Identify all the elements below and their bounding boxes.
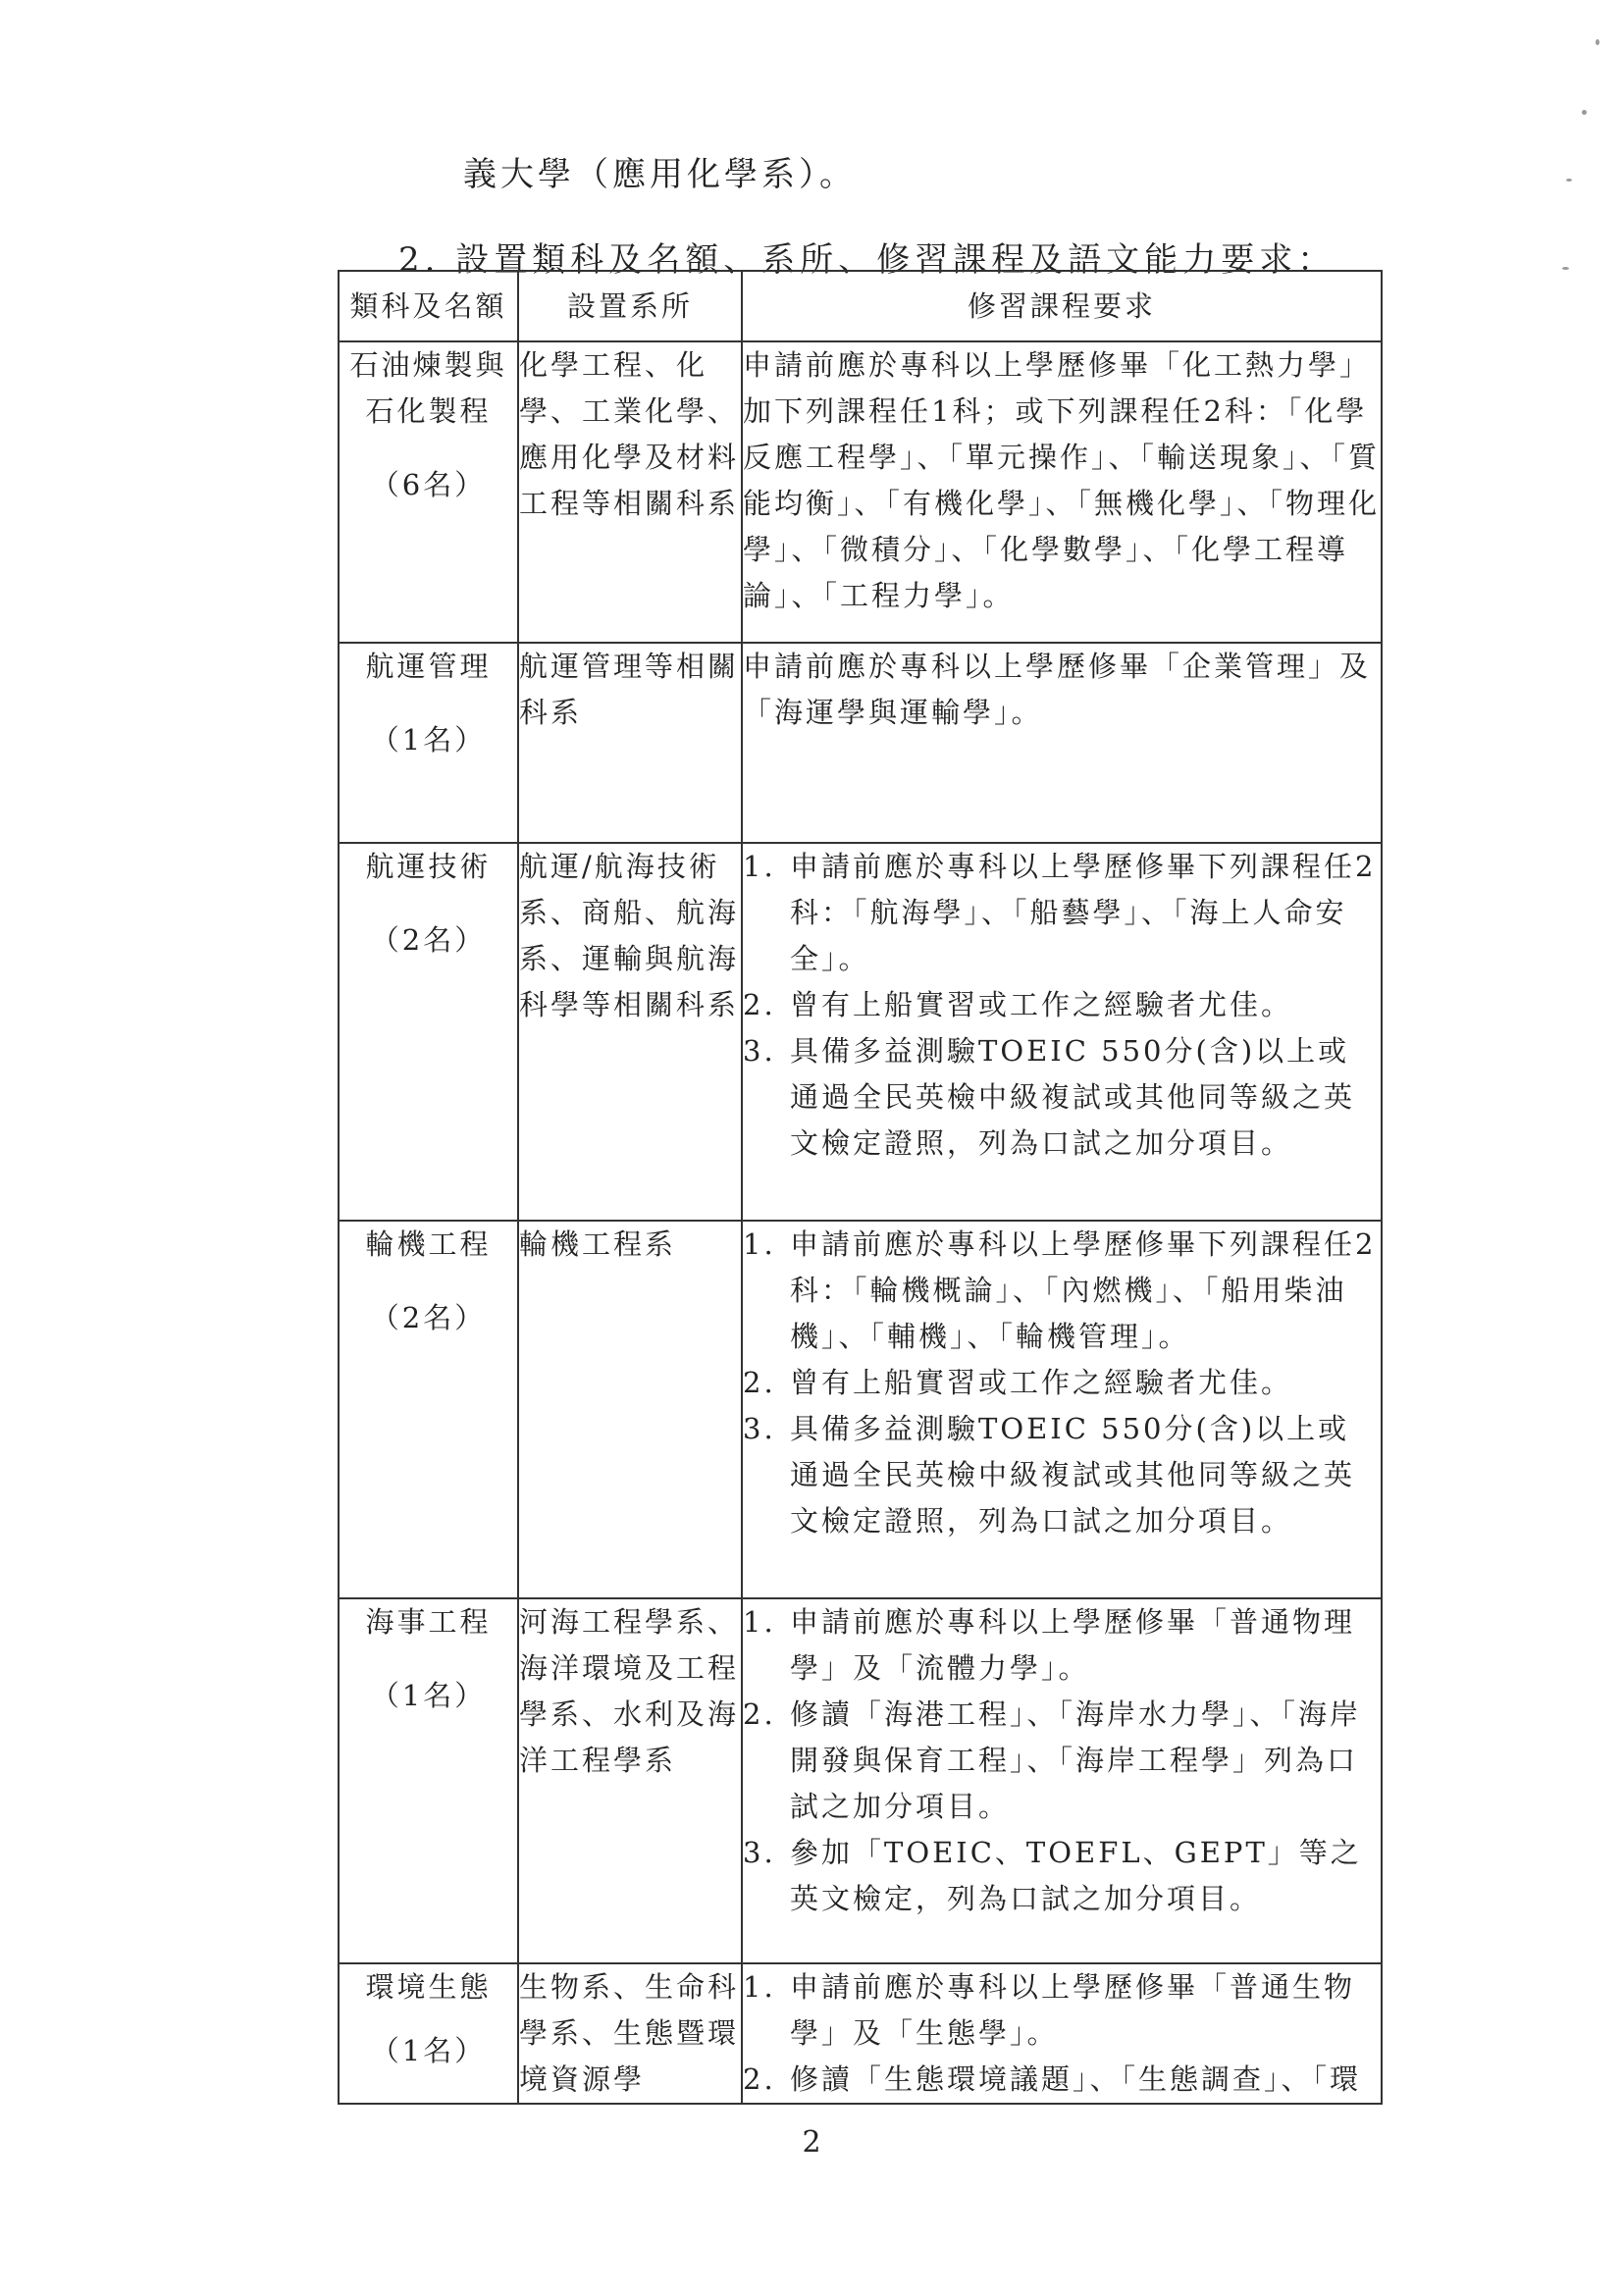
scan-speck: [1562, 267, 1569, 270]
item-number: 2.: [743, 988, 776, 1021]
list-item: [743, 1406, 1381, 1544]
list-item: [743, 844, 1381, 982]
list-item: [743, 1964, 1381, 2057]
table-row: [339, 341, 1382, 643]
table-row: [339, 643, 1382, 843]
list-item: [743, 1028, 1381, 1167]
list-item: [743, 1692, 1381, 1830]
item-number: 3.: [743, 1034, 776, 1068]
item-number: 2.: [743, 2062, 776, 2096]
category-cell: [339, 1963, 518, 2104]
category-name: 航運管理: [365, 650, 492, 683]
intro-line: 義大學（應用化學系）。: [463, 155, 857, 194]
departments-cell: 河海工程學系、海洋環境及工程學系、水利及海洋工程學系: [518, 1598, 742, 1963]
scan-speck: [1566, 179, 1572, 182]
departments-cell: 航運/航海技術系、商船、航海系、運輸與航海科學等相關科系: [518, 843, 742, 1221]
requirements-cell: 申請前應於專科以上學歷修畢「化工熱力學」加下列課程任1科；或下列課程任2科：「化學反應工程學」、「單元操作」、「輸送現象」、「質能均衡」、「有機化學」、「無機化學」、「物理化學」、「微積分」、「化學數學」、「化學工程導論」、「工程力學」。: [742, 341, 1382, 643]
table-header-row: [339, 271, 1382, 341]
item-text: 曾有上船實習或工作之經驗者尤佳。: [790, 1366, 1293, 1399]
item-text: 申請前應於專科以上學歷修畢下列課程任2科：「輪機概論」、「內燃機」、「船用柴油機」、「輔機」、「輪機管理」。: [790, 1227, 1377, 1353]
category-cell: [339, 643, 518, 843]
requirements-cell: [742, 1598, 1382, 1963]
category-name: 航運技術: [365, 850, 492, 883]
departments-cell: 輪機工程系: [518, 1221, 742, 1598]
requirements-table: [338, 270, 1383, 2105]
category-count: （6名）: [370, 468, 487, 501]
list-item: [743, 1830, 1381, 1922]
category-cell: [339, 1598, 518, 1963]
departments-cell: 生物系、生命科學系、生態暨環境資源學: [518, 1963, 742, 2104]
category-count: （1名）: [370, 2034, 487, 2067]
category-cell: [339, 1221, 518, 1598]
category-name: 海事工程: [365, 1605, 492, 1639]
departments-cell: 化學工程、化學、工業化學、應用化學及材料工程等相關科系: [518, 341, 742, 643]
departments-cell: 航運管理等相關科系: [518, 643, 742, 843]
requirements-cell: [742, 843, 1382, 1221]
item-text: 具備多益測驗TOEIC 550分(含)以上或通過全民英檢中級複試或其他同等級之英文檢定證照，列為口試之加分項目。: [790, 1034, 1356, 1160]
category-count: （2名）: [370, 923, 487, 957]
item-text: 修讀「海港工程」、「海岸水力學」、「海岸開發與保育工程」、「海岸工程學」列為口試之加分項目。: [790, 1697, 1362, 1823]
item-text: 具備多益測驗TOEIC 550分(含)以上或通過全民英檢中級複試或其他同等級之英文檢定證照，列為口試之加分項目。: [790, 1412, 1356, 1538]
category-count: （1名）: [370, 1679, 487, 1712]
item-number: 1.: [743, 850, 776, 883]
item-text: 修讀「生態環境議題」、「生態調查」、「環: [790, 2062, 1362, 2096]
table-row: [339, 1221, 1382, 1598]
category-cell: [339, 843, 518, 1221]
table-row: [339, 1598, 1382, 1963]
item-number: 3.: [743, 1836, 776, 1869]
category-name: 輪機工程: [365, 1227, 492, 1261]
header-requirements: 修習課程要求: [742, 271, 1382, 341]
header-departments: 設置系所: [518, 271, 742, 341]
header-category: 類科及名額: [339, 271, 518, 341]
list-item: [743, 1360, 1381, 1406]
scan-speck: [1582, 110, 1587, 115]
category-count: （2名）: [370, 1301, 487, 1334]
item-number: 1.: [743, 1605, 776, 1639]
item-number: 1.: [743, 1227, 776, 1261]
scan-speck: [1596, 39, 1599, 45]
item-text: 申請前應於專科以上學歷修畢「普通物理學」及「流體力學」。: [790, 1605, 1356, 1685]
item-number: 1.: [743, 1970, 776, 2004]
category-cell: [339, 341, 518, 643]
item-number: 2.: [743, 1697, 776, 1731]
item-text: 曾有上船實習或工作之經驗者尤佳。: [790, 988, 1293, 1021]
list-item: [743, 982, 1381, 1028]
item-text: 申請前應於專科以上學歷修畢「普通生物學」及「生態學」。: [790, 1970, 1356, 2050]
item-text: 申請前應於專科以上學歷修畢下列課程任2科：「航海學」、「船藝學」、「海上人命安全」。: [790, 850, 1377, 975]
table-row: [339, 1963, 1382, 2104]
list-item: [743, 1599, 1381, 1692]
requirements-cell: [742, 1963, 1382, 2104]
list-item: [743, 1222, 1381, 1360]
requirements-cell: [742, 1221, 1382, 1598]
table-row: [339, 843, 1382, 1221]
requirements-cell: 申請前應於專科以上學歷修畢「企業管理」及「海運學與運輸學」。: [742, 643, 1382, 843]
category-count: （1名）: [370, 723, 487, 757]
section-heading: 2. 設置類科及名額、系所、修習課程及語文能力要求：: [398, 240, 1336, 280]
page-number: 2: [802, 2125, 821, 2160]
item-number: 3.: [743, 1412, 776, 1445]
list-item: [743, 2057, 1381, 2103]
category-name: 環境生態: [365, 1970, 492, 2004]
item-text: 參加「TOEIC、TOEFL、GEPT」等之英文檢定，列為口試之加分項目。: [790, 1836, 1362, 1915]
item-number: 2.: [743, 1366, 776, 1399]
category-name: 石油煉製與石化製程: [349, 348, 507, 428]
